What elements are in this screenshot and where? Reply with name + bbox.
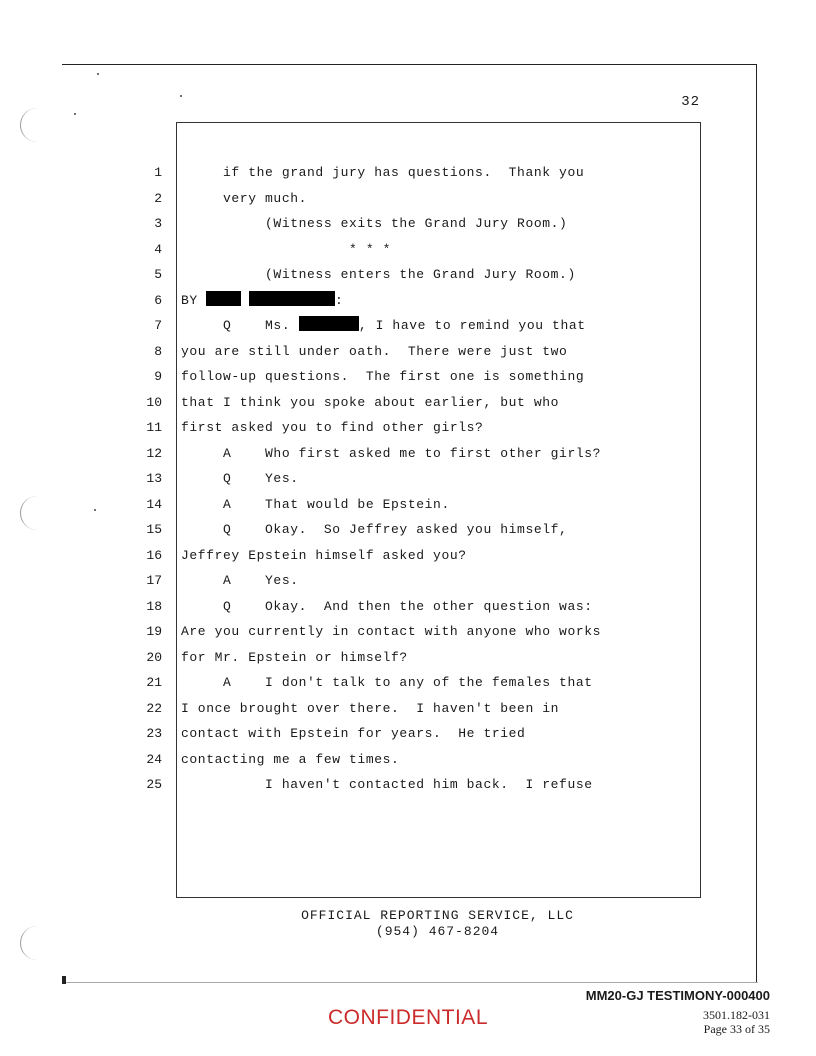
transcript-line-text: A Yes.	[181, 573, 299, 588]
exhibit-identifier	[703, 1008, 770, 1036]
transcript-line	[181, 288, 701, 314]
line-number: 12	[146, 445, 162, 461]
reporting-service-footer	[176, 908, 699, 940]
transcript-line	[181, 619, 701, 645]
line-number: 4	[154, 241, 162, 257]
transcript-line	[181, 186, 701, 212]
transcript-line	[181, 594, 701, 620]
line-number: 17	[146, 573, 162, 588]
bates-number: MM20-GJ TESTIMONY-000400	[585, 988, 770, 1003]
transcript-line	[181, 645, 701, 671]
scan-speck	[97, 73, 99, 75]
binder-hole-mark	[20, 108, 41, 142]
line-number: 9	[154, 369, 162, 384]
page-number: 32	[681, 94, 700, 110]
scanned-page-bottom-edge	[62, 982, 758, 983]
transcript-line	[181, 492, 701, 518]
transcript-line	[181, 237, 701, 263]
redaction-box	[206, 291, 240, 306]
scanned-page-corner-mark	[62, 976, 66, 984]
transcript-line	[181, 415, 701, 441]
line-number: 3	[154, 216, 162, 231]
reporting-phone: (954) 467-8204	[375, 924, 500, 939]
transcript-line	[181, 262, 701, 288]
transcript-line	[181, 721, 701, 747]
line-number: 23	[146, 726, 162, 741]
transcript-line	[181, 160, 701, 186]
exhibit-id: 3501.182-031	[703, 1008, 770, 1022]
transcript-line	[181, 772, 701, 798]
transcript-line-text: for Mr. Epstein or himself?	[181, 649, 408, 665]
transcript-line	[181, 568, 701, 594]
binder-hole-mark	[20, 496, 41, 530]
scan-speck	[94, 509, 96, 511]
scan-speck	[74, 113, 76, 115]
transcript-line	[181, 390, 701, 416]
transcript-line-text: I once brought over there. I haven't been in	[181, 700, 560, 716]
transcript-line	[181, 364, 701, 390]
transcript-line-text: (Witness exits the Grand Jury Room.)	[181, 216, 568, 231]
line-number: 1	[154, 165, 162, 180]
transcript-line	[181, 543, 701, 569]
transcript-line-text: Jeffrey Epstein himself asked you?	[181, 547, 467, 563]
transcript-line-text: A Who first asked me to first other girls?	[181, 445, 602, 461]
line-number: 22	[146, 700, 162, 716]
transcript-line-text: that I think you spoke about earlier, but who	[181, 394, 560, 410]
transcript-line	[181, 441, 701, 467]
scan-speck	[180, 95, 182, 97]
line-number: 24	[146, 751, 162, 767]
line-number: 2	[154, 190, 162, 206]
transcript-line-text: * * *	[181, 241, 392, 257]
transcript-line-text: BY	[181, 292, 207, 308]
line-number: 16	[146, 547, 162, 563]
transcript-line-text: A That would be Epstein.	[181, 496, 450, 512]
transcript-line-text: :	[335, 292, 344, 308]
transcript-line-text	[241, 293, 249, 308]
line-number: 19	[146, 624, 162, 639]
line-number: 15	[146, 522, 162, 537]
line-number: 5	[154, 267, 162, 282]
transcript-line-text: you are still under oath. There were just two	[181, 343, 568, 359]
transcript-line	[181, 696, 701, 722]
transcript-text	[181, 160, 701, 798]
line-number: 21	[146, 675, 162, 690]
binder-hole-mark	[20, 926, 41, 960]
line-number: 20	[146, 649, 162, 665]
redaction-box	[249, 291, 335, 306]
transcript-line	[181, 211, 701, 237]
line-number: 14	[146, 496, 162, 512]
transcript-line	[181, 339, 701, 365]
transcript-line-text: very much.	[181, 190, 308, 206]
transcript-line-text: Q Okay. So Jeffrey asked you himself,	[181, 522, 568, 537]
transcript-line-text: contact with Epstein for years. He tried	[181, 726, 526, 741]
transcript-line-text: contacting me a few times.	[181, 751, 400, 767]
line-number: 18	[146, 598, 162, 614]
transcript-line-text: I haven't contacted him back. I refuse	[181, 777, 593, 792]
line-number: 8	[154, 343, 162, 359]
transcript-line-text: Are you currently in contact with anyone who works	[181, 624, 602, 639]
transcript-line	[181, 747, 701, 773]
line-number: 6	[154, 292, 162, 308]
transcript-line-text: , I have to remind you that	[358, 318, 586, 333]
transcript-line-text: A I don't talk to any of the females that	[181, 675, 593, 690]
redaction-box	[299, 316, 359, 331]
transcript-line-text: Q Ms.	[181, 318, 299, 333]
transcript-line-text: if the grand jury has questions. Thank you	[181, 165, 585, 180]
transcript-line-text: (Witness enters the Grand Jury Room.)	[181, 267, 576, 282]
reporting-company: OFFICIAL REPORTING SERVICE, LLC	[301, 908, 574, 923]
confidential-stamp: CONFIDENTIAL	[327, 1006, 488, 1029]
line-number: 10	[146, 394, 162, 410]
transcript-line	[181, 466, 701, 492]
transcript-line	[181, 517, 701, 543]
line-number: 25	[146, 777, 162, 792]
transcript-line-text: follow-up questions. The first one is something	[181, 369, 585, 384]
line-number: 7	[154, 318, 162, 333]
exhibit-page: Page 33 of 35	[703, 1022, 770, 1036]
transcript-line-text: Q Yes.	[181, 471, 299, 486]
line-number: 13	[146, 471, 162, 486]
line-number: 11	[146, 420, 162, 435]
transcript-line-text: Q Okay. And then the other question was:	[181, 598, 593, 614]
transcript-line-text: first asked you to find other girls?	[181, 420, 484, 435]
transcript-line	[181, 670, 701, 696]
line-number-column	[130, 160, 162, 798]
transcript-line	[181, 313, 701, 339]
